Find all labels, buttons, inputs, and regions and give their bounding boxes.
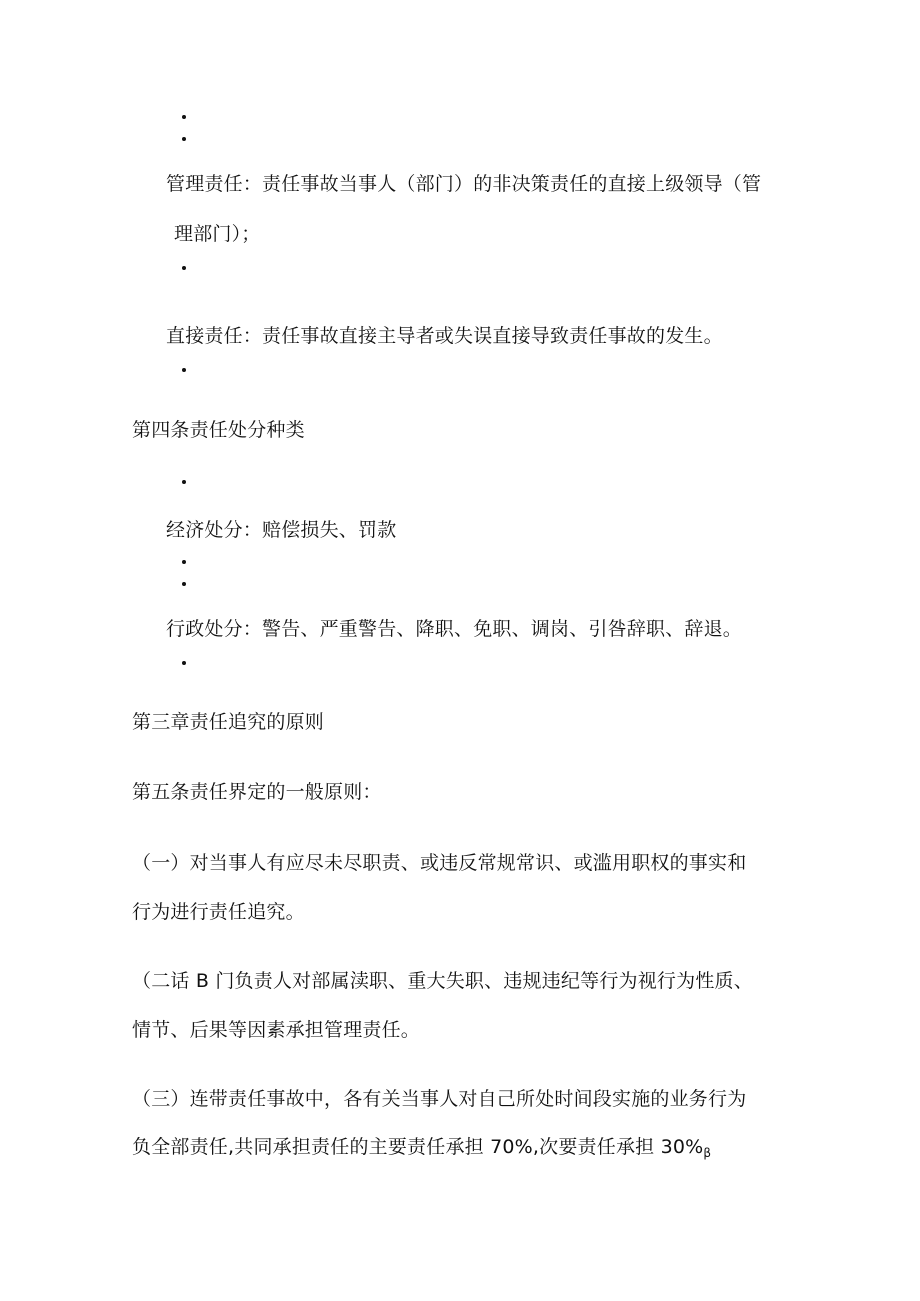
- chapter-3-heading: 第三章责任追究的原则: [132, 711, 325, 733]
- management-responsibility-line-2: 理部门）；: [174, 223, 261, 245]
- principle-3-line-1: （三）连带责任事故中，各有关当事人对自己所处时间段实施的业务行为: [132, 1088, 747, 1110]
- administrative-penalty-line: 行政处分：警告、严重警告、降职、免职、调岗、引咎辞职、辞退。: [166, 618, 743, 640]
- bullet-8: [182, 661, 186, 665]
- bullet-4: [182, 368, 186, 372]
- bullet-3: [182, 266, 186, 270]
- bullet-7: [182, 582, 186, 586]
- article-5-heading: 第五条责任界定的一般原则：: [132, 781, 382, 803]
- bullet-5: [182, 480, 186, 484]
- direct-responsibility-line: 直接责任：责任事故直接主导者或失误直接导致责任事故的发生。: [166, 325, 723, 347]
- principle-3-line-2-tail: β: [703, 1146, 712, 1160]
- article-4-heading: 第四条责任处分种类: [132, 419, 305, 441]
- principle-3-line-2: [132, 1135, 711, 1165]
- principle-3-line-2-text: 负全部责任,共同承担责任的主要责任承担 70%,次要责任承担 30%: [132, 1136, 704, 1158]
- bullet-2: [182, 137, 186, 141]
- principle-2-line-1: （二话 B 门负责人对部属渎职、重大失职、违规违纪等行为视行为性质、: [132, 970, 753, 992]
- economic-penalty-line: 经济处分：赔偿损失、罚款: [166, 519, 397, 541]
- principle-2-line-2: 情节、后果等因素承担管理责任。: [132, 1019, 421, 1041]
- bullet-6: [182, 560, 186, 564]
- principle-1-line-2: 行为进行责任追究。: [132, 901, 305, 923]
- management-responsibility-line-1: 管理责任：责任事故当事人（部门）的非决策责任的直接上级领导（管: [166, 173, 762, 195]
- bullet-1: [182, 115, 186, 119]
- principle-1-line-1: （一）对当事人有应尽未尽职责、或违反常规常识、或滥用职权的事实和: [132, 852, 747, 874]
